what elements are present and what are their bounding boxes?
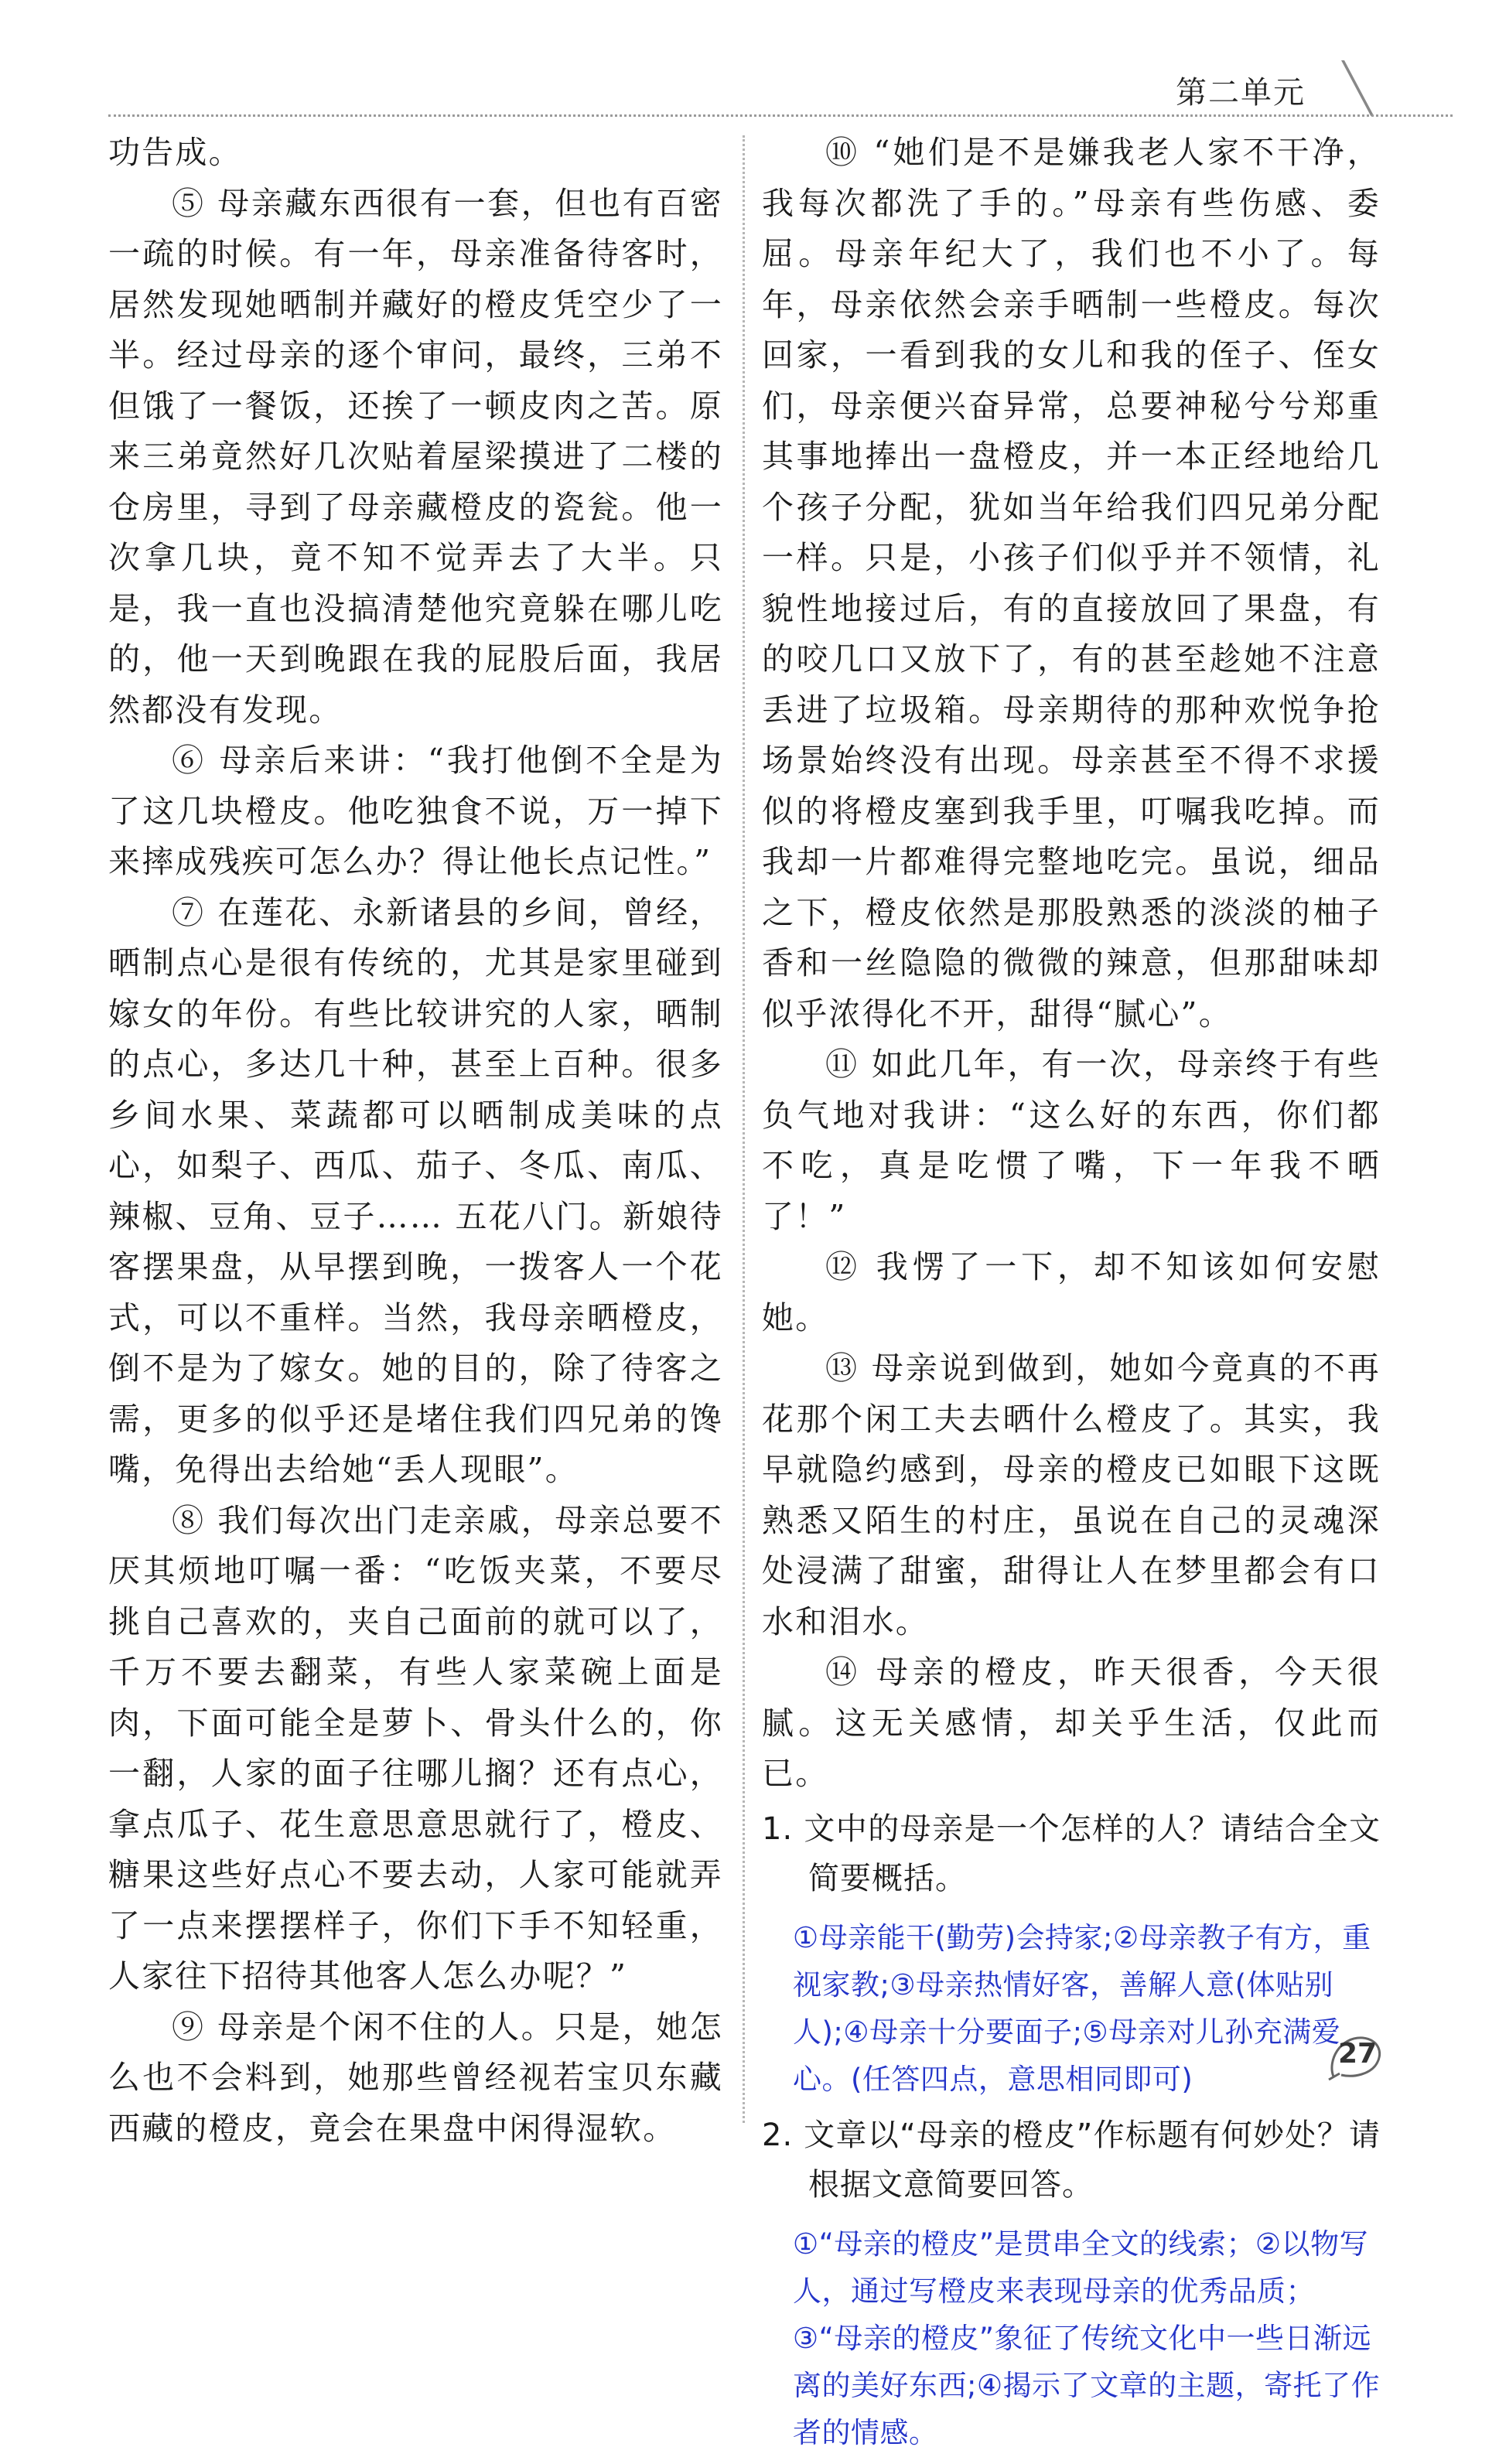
question-text: 2. 文章以“母亲的橙皮”作标题有何妙处？请根据文意简要回答。 [762, 2117, 1381, 2203]
page-header [108, 54, 1453, 116]
paragraph: ⑪ 如此几年，有一次，母亲终于有些负气地对我讲：“这么好的东西，你们都不吃，真是吃惯了嘴，下一年我不晒了！” [762, 1046, 1381, 1235]
paragraph: ⑬ 母亲说到做到，她如今竟真的不再花那个闲工夫去晒什么橙皮了。其实，我早就隐约感到，母亲的橙皮已如眼下这既熟悉又陌生的村庄，虽说在自己的灵魂深处浸满了甜蜜，甜得让人在梦里都会有口水和泪水。 [762, 1350, 1381, 1640]
header-rule [108, 114, 1453, 117]
question-answer: ①母亲能干(勤劳)会持家;②母亲教子有方，重视家教;③母亲热情好客，善解人意(体贴别人);④母亲十分要面子;⑤母亲对儿孙充满爱心。(任答四点，意思相同即可) [793, 1920, 1371, 2096]
paragraph: 功告成。 [108, 134, 242, 171]
paragraph: ⑫ 我愣了一下，却不知该如何安慰她。 [762, 1248, 1381, 1336]
question-text: 1. 文中的母亲是一个怎样的人？请结合全文简要概括。 [762, 1810, 1381, 1896]
unit-title: 第二单元 [1176, 75, 1306, 111]
page-number [1324, 2030, 1386, 2084]
paragraph: ⑤ 母亲藏东西很有一套，但也有百密一疏的时候。有一年，母亲准备待客时，居然发现她晒制并藏好的橙皮凭空少了一半。经过母亲的逐个审问，最终，三弟不但饿了一餐饭，还挨了一顿皮肉之苦。原来三弟竟然好几次贴着屋梁摸进了二楼的仓房里，寻到了母亲藏橙皮的瓷瓮。他一次拿几块，竟不知不觉弄去了大半。只是，我一直也没搞清楚他究竟躲在哪儿吃的，他一天到晚跟在我的屁股后面，我居然都没有发现。 [108, 184, 723, 729]
header-slash-decoration [1341, 60, 1374, 116]
paragraph: ⑦ 在莲花、永新诸县的乡间，曾经，晒制点心是很有传统的，尤其是家里碰到嫁女的年份。有些比较讲究的人家，晒制的点心，多达几十种，甚至上百种。很多乡间水果、菜蔬都可以晒制成美味的点心，如梨子、西瓜、茄子、冬瓜、南瓜、辣椒、豆角、豆子…… 五花八门。新娘待客摆果盘，从早摆到晚，一拨客人一个花式，可以不重样。当然，我母亲晒橙皮，倒不是为了嫁女。她的目的，除了待客之需，更多的似乎还是堵住我们四兄弟的馋嘴，免得出去给她“丢人现眼”。 [108, 893, 723, 1488]
left-column [108, 128, 723, 2154]
question-1 [762, 1804, 1381, 2103]
paragraph: ⑧ 我们每次出门走亲戚，母亲总要不厌其烦地叮嘱一番：“吃饭夹菜，不要尽挑自己喜欢的，夹自己面前的就可以了，千万不要去翻菜，有些人家菜碗上面是肉，下面可能全是萝卜、骨头什么的，你一翻，人家的面子往哪儿搁？还有点心，拿点瓜子、花生意思意思就行了，橙皮、糖果这些好点心不要去动，人家可能就弄了一点来摆摆样子，你们下手不知轻重，人家往下招待其他客人怎么办呢？” [108, 1501, 723, 1995]
paragraph: ⑨ 母亲是个闲不住的人。只是，她怎么也不会料到，她那些曾经视若宝贝东藏西藏的橙皮，竟会在果盘中闲得湿软。 [108, 2008, 723, 2147]
paragraph: ⑥ 母亲后来讲：“我打他倒不全是为了这几块橙皮。他吃独食不说，万一掉下来摔成残疾可怎么办？得让他长点记性。” [108, 742, 723, 880]
paragraph: ⑭ 母亲的橙皮，昨天很香，今天很腻。这无关感情，却关乎生活，仅此而已。 [762, 1653, 1381, 1792]
page-number-text: 27 [1338, 2038, 1378, 2070]
right-column [762, 128, 1381, 2464]
paragraph: ⑩ “她们是不是嫌我老人家不干净，我每次都洗了手的。”母亲有些伤感、委屈。母亲年纪大了，我们也不小了。每年，母亲依然会亲手晒制一些橙皮。每次回家，一看到我的女儿和我的侄子、侄女们，母亲便兴奋异常，总要神秘兮兮郑重其事地捧出一盘橙皮，并一本正经地给几个孩子分配，犹如当年给我们四兄弟分配一样。只是，小孩子们似乎并不领情，礼貌性地接过后，有的直接放回了果盘，有的咬几口又放下了，有的甚至趁她不注意丢进了垃圾箱。母亲期待的那种欢悦争抢场景始终没有出现。母亲甚至不得不求援似的将橙皮塞到我手里，叮嘱我吃掉。而我却一片都难得完整地吃完。虽说，细品之下，橙皮依然是那股熟悉的淡淡的柚子香和一丝隐隐的微微的辣意，但那甜味却似乎浓得化不开，甜得“腻心”。 [762, 134, 1381, 1032]
question-2 [762, 2111, 1381, 2456]
column-divider [743, 135, 745, 2123]
question-answer: ①“母亲的橙皮”是贯串全文的线索；②以物写人，通过写橙皮来表现母亲的优秀品质；③“母亲的橙皮”象征了传统文化中一些日渐远离的美好东西;④揭示了文章的主题，寄托了作者的情感。 [793, 2227, 1381, 2449]
